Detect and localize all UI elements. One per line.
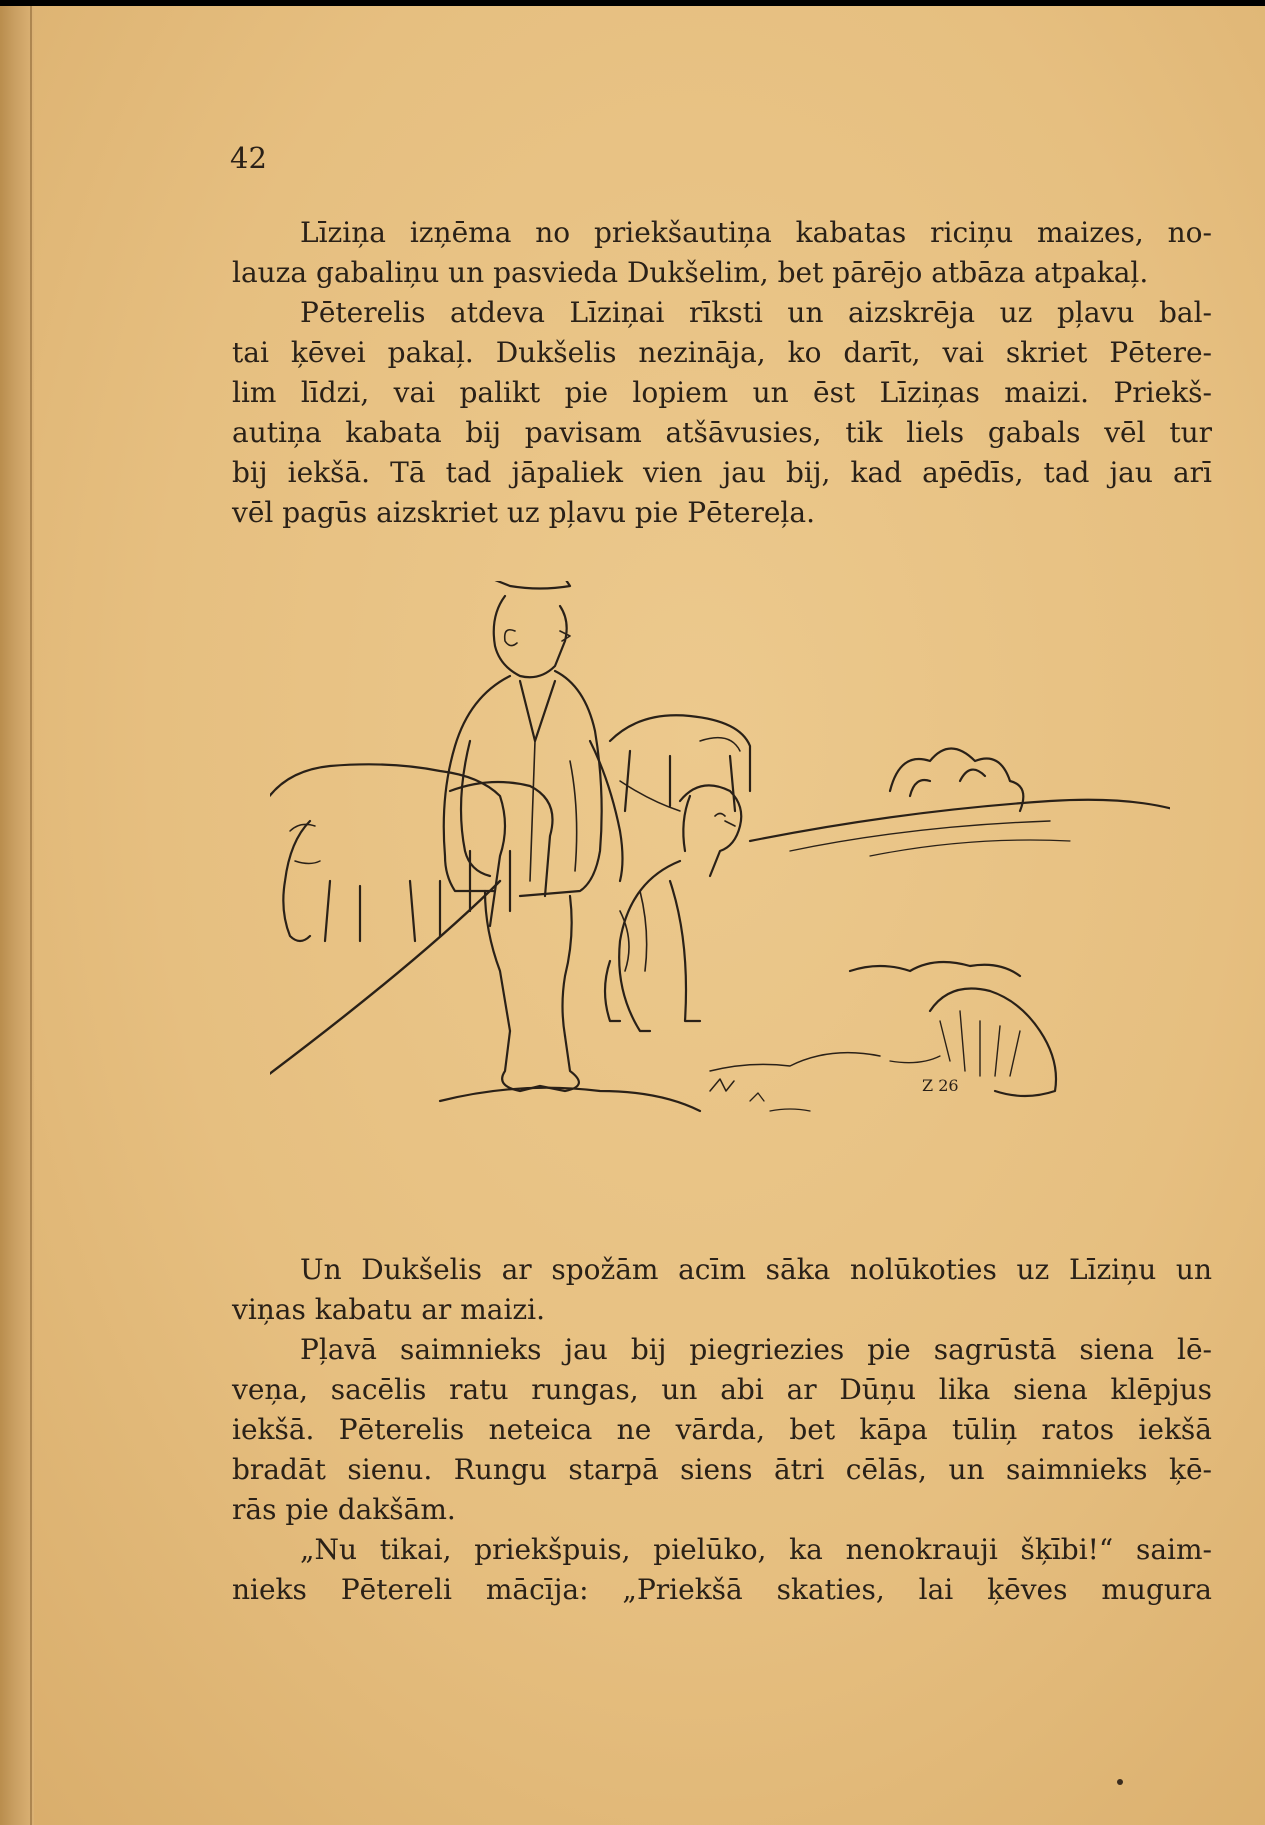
text-line: Pļavā saimnieks jau bij piegriezies pie sagrūstā siena lē- [300, 1333, 1212, 1366]
illustrator-signature: Z 26 [922, 1076, 959, 1095]
text-line: autiņa kabata bij pavisam atšāvusies, tik liels gabals vēl tur [232, 416, 1212, 449]
text-line: „Nu tikai, priekšpuis, pielūko, ka nenokrauji šķībi!“ saim- [300, 1533, 1212, 1566]
paragraph-4 [232, 1330, 1212, 1530]
text-line: viņas kabatu ar maizi. [232, 1293, 546, 1326]
paragraph-3 [232, 1250, 1212, 1330]
text-line: tai ķēvei pakaļ. Dukšelis nezināja, ko darīt, vai skriet Pētere- [232, 336, 1212, 369]
paragraph-5 [232, 1530, 1212, 1610]
text-line: lauza gabaliņu un pasvieda Dukšelim, bet pārējo atbāza atpakaļ. [232, 256, 1149, 289]
book-spine [0, 6, 34, 1825]
paragraph-1 [232, 213, 1212, 293]
text-line: veņa, sacēlis ratu rungas, un abi ar Dūņu lika siena klēpjus [232, 1373, 1212, 1406]
book-page [0, 6, 1265, 1825]
text-line: vēl pagūs aizskriet uz pļavu pie Pētereļa. [232, 496, 815, 529]
text-line: Un Dukšelis ar spožām acīm sāka nolūkoties uz Līziņu un [300, 1253, 1212, 1286]
paragraph-2 [232, 293, 1212, 533]
text-line: iekšā. Pēterelis neteica ne vārda, bet kāpa tūliņ ratos iekšā [232, 1413, 1212, 1446]
text-line: Pēterelis atdeva Līziņai rīksti un aizskrēja uz pļavu bal- [300, 296, 1212, 329]
text-line: Līziņa izņēma no priekšautiņa kabatas riciņu maizes, no- [300, 216, 1212, 249]
text-line: rās pie dakšām. [232, 1493, 456, 1526]
text-line: bradāt sienu. Rungu starpā siens ātri cēlās, un saimnieks ķē- [232, 1453, 1212, 1486]
ink-spot [1117, 1779, 1123, 1785]
spine-edge [30, 6, 32, 1825]
text-line: lim līdzi, vai palikt pie lopiem un ēst Līziņas maizi. Priekš- [232, 376, 1212, 409]
text-line: bij iekšā. Tā tad jāpaliek vien jau bij, kad apēdīs, tad jau arī [232, 456, 1212, 489]
boy-with-dog-and-cattle-drawing [270, 581, 1170, 1241]
page-number: 42 [230, 141, 267, 175]
text-line: nieks Pētereli mācīja: „Priekšā skaties, lai ķēves mugura [232, 1573, 1212, 1606]
